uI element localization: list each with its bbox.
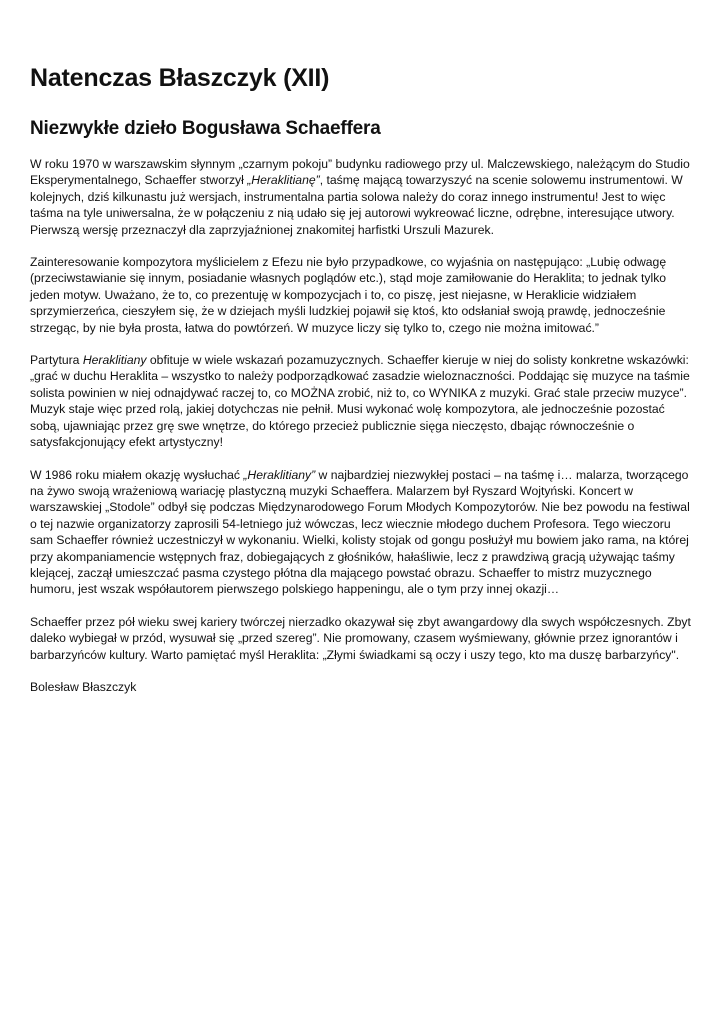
paragraph-1-text-b: , taśmę mającą towarzyszyć na scenie solowemu instrumentowi. W kolejnych, dziś kilkunastu już wersjach, instrumentalna partia solowa należy do coraz innego instrumentu! Jest to więc taśma na tyle uniwersalna, że w połączeniu z nią udało się jej autorowi wykreować liczne, odrębne, interesujące utwory. Pierwszą wersję przeznaczył dla zaprzyjaźnionej znakomitej harfistki Urszuli Mazurek.: [30, 173, 683, 237]
paragraph-2: Zainteresowanie kompozytora myślicielem z Efezu nie było przypadkowe, co wyjaśnia on następująco: „Lubię odwagę (przeciwstawianie się innym, posiadanie własnych poglądów etc.), stąd moje zamiłowanie do Heraklita; to jednak tylko jeden motyw. Uważano, że to, co prezentuję w kompozycjach i to, co piszę, jest niejasne, w Heraklicie widziałem sprzymierzeńca, cieszyłem się, że w dziejach myśli ludzkiej pojawił się ktoś, kto odsłaniał swoją prawdę, jednocześnie strzegąc, by nie była prosta, łatwa do powtórzeń. W muzyce liczy się tylko to, czego nie można imitować.”: [30, 255, 667, 335]
paragraph-4-work-title: „Heraklitiany”: [243, 467, 316, 482]
paragraph-3-work-title: Heraklitiany: [82, 353, 147, 368]
author-signature: Bolesław Błaszczyk: [30, 679, 137, 694]
paragraph-1: [30, 156, 694, 238]
paragraph-4: [30, 467, 694, 598]
paragraph-3-text-b: obfituje w wiele wskazań pozamuzycznych. Schaeffer kieruje w niej do solisty konkretne wskazówki: „grać w duchu Heraklita – wszystko to należy podporządkować zasadzie wieloznaczności. Poddając się muzyce na taśmie solista powinien w niej odnajdywać raczej to, co MOŻNA zrobić, niż to, co WYNIKA z muzyki. Grać stale przeciw muzyce”. Muzyk staje więc przed rolą, jakiej dotychczas nie pełnił. Musi wykonać wolę kompozytora, ale jednocześnie pozostać sobą, ujawniając przez grę swe wnętrze, do którego przecież publicznie sięga nieczęsto, dbając równocześnie o satysfakcjonujący efekt artystyczny!: [30, 353, 690, 450]
page-subtitle: Niezwykłe dzieło Bogusława Schaeffera: [30, 118, 381, 139]
page-title: Natenczas Błaszczyk (XII): [30, 64, 330, 92]
paragraph-3: [30, 352, 694, 450]
paragraph-1-text-a: W roku 1970 w warszawskim słynnym „czarnym pokoju” budynku radiowego przy ul. Malczewskiego, należącym do Studio Eksperymentalnego, Schaeffer stworzył: [30, 157, 690, 188]
paragraph-4-text-a: W 1986 roku miałem okazję wysłuchać: [30, 467, 244, 482]
paragraph-5: Schaeffer przez pół wieku swej kariery twórczej nierzadko okazywał się zbyt awangardowy dla swych współczesnych. Zbyt daleko wybiegał w przód, wysuwał się „przed szereg”. Nie promowany, czasem wyśmiewany, głównie przez ignorantów i barbarzyńców kultury. Warto pamiętać myśl Heraklita: „Złymi świadkami są oczy i uszy tego, kto ma duszę barbarzyńcy".: [30, 614, 691, 662]
paragraph-1-work-title: „Heraklitianę”: [247, 173, 320, 188]
paragraph-3-text-a: Partytura: [30, 353, 83, 368]
paragraph-4-text-b: w najbardziej niezwykłej postaci – na taśmę i… malarza, tworzącego na żywo swoją wrażeniową wariację plastyczną muzyki Schaeffera. Malarzem był Ryszard Wojtyński. Koncert w warszawskiej „Stodole” odbył się podczas Międzynarodowego Forum Młodych Kompozytorów. Nie bez powodu na festiwal o tej nazwie organizatorzy zaprosili 54-letniego już wówczas, lecz wiecznie młodego duchem Profesora. Tego wieczoru sam Schaeffer również uczestniczył w wykonaniu. Wielki, kolisty stojak od gongu posłużył mu bowiem jako rama, na której przy akompaniamencie wstępnych fraz, dobiegających z głośników, hałaśliwie, lecz z prawdziwą gracją używając taśmy klejącej, zaczął umieszczać pasma czystego płótna dla mającego powstać obrazu. Schaeffer to mistrz muzycznego humoru, jest wszak współautorem pierwszego polskiego happeningu, ale o tym przy innej okazji…: [30, 467, 690, 597]
